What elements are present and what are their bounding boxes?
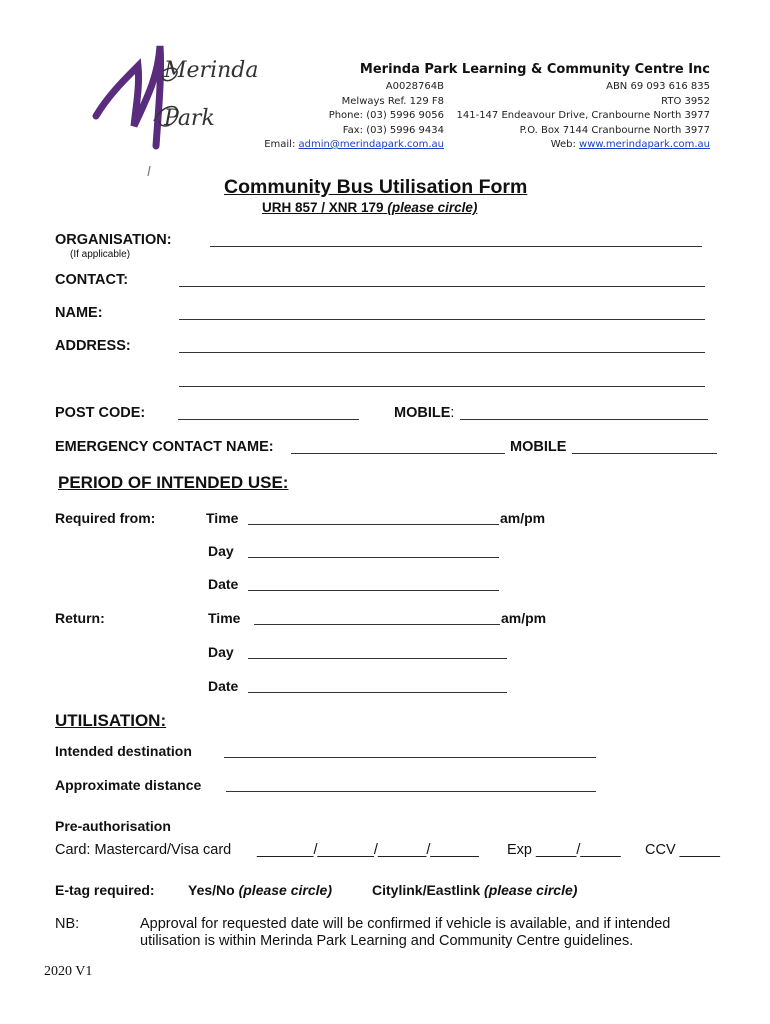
header-left-line: Fax: (03) 5996 9434 [342, 124, 444, 136]
return-day-label: Day [208, 644, 234, 660]
return-day-field[interactable] [248, 658, 507, 659]
mobile-label [394, 405, 454, 421]
header-left-line: A0028764B [385, 81, 444, 92]
post-code-label: POST CODE: [55, 405, 146, 421]
contact-field[interactable] [179, 286, 705, 287]
web-link[interactable]: www.merindapark.com.au [579, 139, 710, 150]
return-ampm: am/pm [501, 610, 547, 626]
name-field[interactable] [179, 319, 705, 320]
org-name: Merinda Park Learning & Community Centre Inc [359, 62, 710, 77]
logo-text-park: Park [164, 106, 215, 131]
nb-line-2: utilisation is within Merinda Park Learning and Community Centre guidelines. [140, 933, 634, 949]
emergency-mobile-label: MOBILE [510, 439, 567, 455]
emergency-mobile-field[interactable] [572, 453, 717, 454]
address-field-1[interactable] [179, 352, 705, 353]
from-date-field[interactable] [248, 590, 499, 591]
destination-field[interactable] [224, 757, 596, 758]
distance-field[interactable] [226, 791, 596, 792]
card-exp-field[interactable]: Exp _____/_____ [507, 842, 621, 858]
return-time-field[interactable] [254, 624, 500, 625]
return-time-label: Time [208, 610, 241, 626]
header-right-line: ABN 69 093 616 835 [606, 81, 710, 92]
header-right-line: 141-147 Endeavour Drive, Cranbourne North 3977 [456, 110, 710, 121]
header-left-block [264, 80, 444, 153]
logo [88, 36, 258, 176]
from-day-label: Day [208, 543, 234, 559]
from-time-field[interactable] [248, 524, 499, 525]
email-link[interactable]: admin@merindapark.com.au [298, 139, 444, 150]
etag-label: E-tag required: [55, 882, 155, 898]
organisation-note: (If applicable) [70, 249, 131, 260]
card-label: Card: Mastercard/Visa card [55, 842, 232, 858]
mobile-label-text: MOBILE [394, 405, 451, 421]
header-right-block [457, 80, 711, 153]
preauth-label: Pre-authorisation [55, 818, 171, 834]
header-left-line: Phone: (03) 5996 9056 [328, 110, 444, 121]
form-subtitle [262, 200, 477, 215]
yes-no-option: Yes/No [188, 882, 235, 898]
card-number-field[interactable]: _______/_______/______/______ [257, 842, 479, 858]
version-label: 2020 V1 [44, 964, 93, 979]
return-label: Return: [55, 610, 105, 626]
mobile-colon: : [450, 405, 455, 421]
header-web-row [457, 138, 711, 153]
web-label: Web: [550, 139, 580, 150]
utilisation-heading: UTILISATION: [55, 711, 167, 730]
nb-line-1: Approval for requested date will be confirmed if vehicle is available, and if intended [140, 916, 671, 932]
address-label: ADDRESS: [55, 338, 131, 354]
please-circle-note: (please circle) [238, 882, 332, 898]
period-heading: PERIOD OF INTENDED USE: [58, 473, 289, 492]
citylink-option: Citylink/Eastlink [372, 882, 481, 898]
logo-text-merinda: Merinda [164, 58, 259, 83]
etag-yesno[interactable] [188, 882, 332, 898]
header-left-line: Melways Ref. 129 F8 [341, 95, 444, 107]
name-label: NAME: [55, 305, 103, 321]
vehicle-regos: URH 857 / XNR 179 [262, 200, 384, 215]
address-field-2[interactable] [179, 386, 705, 387]
mobile-field[interactable] [460, 419, 708, 420]
emergency-contact-field[interactable] [291, 453, 505, 454]
from-day-field[interactable] [248, 557, 499, 558]
email-label: Email: [264, 139, 299, 150]
organisation-field[interactable] [210, 246, 702, 247]
card-ccv-field[interactable]: CCV _____ [645, 842, 720, 858]
nb-label: NB: [55, 916, 80, 932]
from-time-label: Time [206, 510, 239, 526]
from-ampm: am/pm [500, 510, 546, 526]
organisation-label: ORGANISATION: [55, 232, 172, 248]
post-code-field[interactable] [178, 419, 359, 420]
destination-label: Intended destination [55, 743, 192, 759]
nb-text [140, 916, 670, 950]
return-date-label: Date [208, 678, 239, 694]
header-right-line: P.O. Box 7144 Cranbourne North 3977 [519, 124, 710, 136]
header-email-row [264, 138, 444, 153]
etag-citylink[interactable] [372, 882, 577, 898]
distance-label: Approximate distance [55, 777, 202, 793]
form-title: Community Bus Utilisation Form [224, 176, 528, 198]
from-date-label: Date [208, 576, 239, 592]
contact-label: CONTACT: [55, 272, 129, 288]
return-date-field[interactable] [248, 692, 507, 693]
subtitle-note: (please circle) [387, 200, 478, 215]
required-from-label: Required from: [55, 510, 156, 526]
header-right-line: RTO 3952 [661, 95, 710, 107]
emergency-contact-label: EMERGENCY CONTACT NAME: [55, 439, 274, 455]
please-circle-note-2: (please circle) [484, 882, 578, 898]
